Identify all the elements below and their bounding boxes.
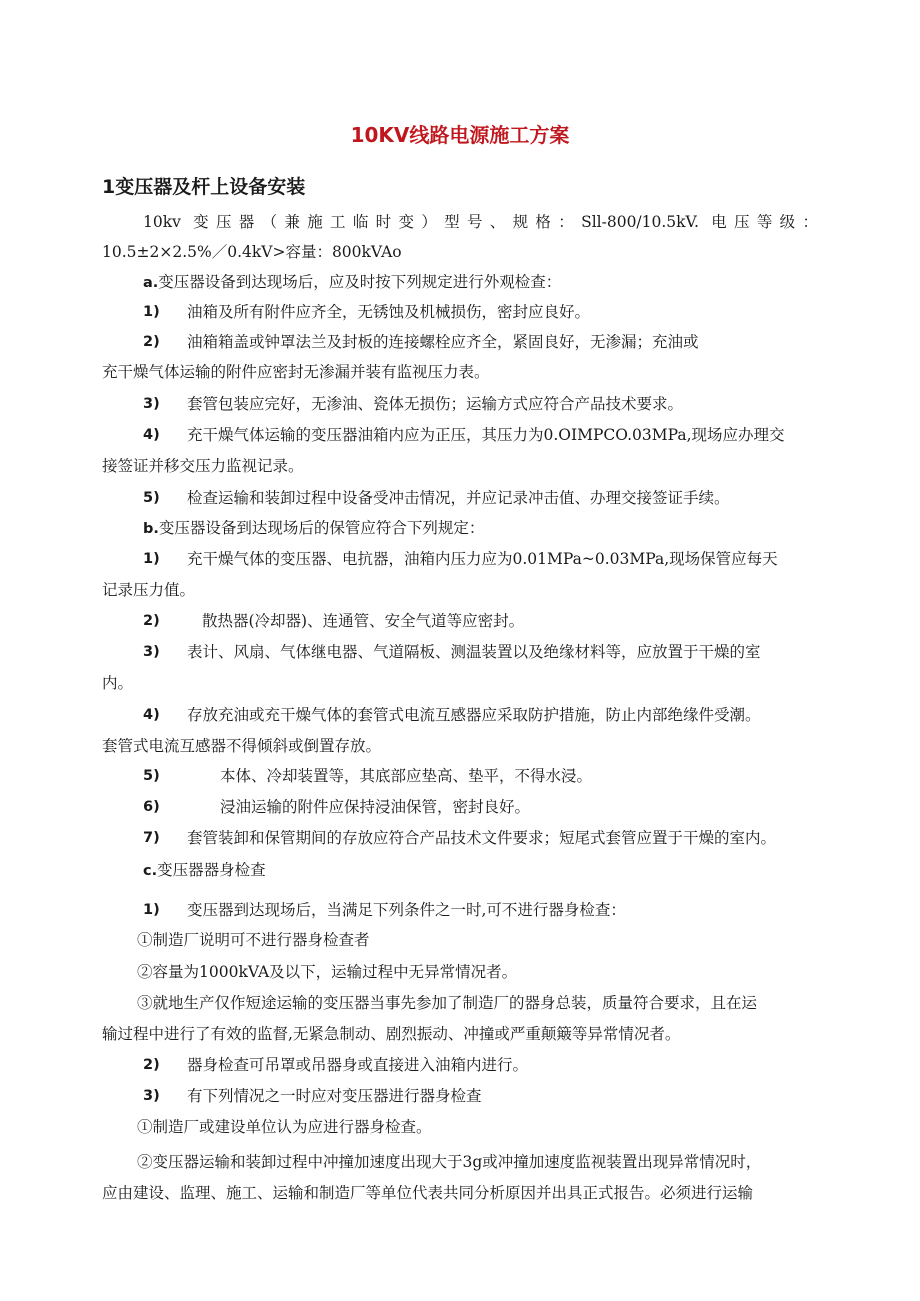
list-item-text: 器身检查可吊罩或吊器身或直接进入油箱内进行。 <box>187 1056 529 1074</box>
list-item-number: 3) <box>143 1088 160 1104</box>
list-item-text: 浸油运输的附件应保持浸油保管，密封良好。 <box>220 798 531 816</box>
section-a-label: a. <box>143 275 159 291</box>
list-item-number: 5) <box>143 490 160 506</box>
list-item-text: 变压器到达现场后，当满足下列条件之一时,可不进行器身检查： <box>187 901 626 919</box>
list-item-text: 本体、冷却装置等，其底部应垫高、垫平，不得水浸。 <box>220 767 593 785</box>
section-b-text: 变压器设备到达现场后的保管应符合下列规定： <box>158 519 485 537</box>
section-c-label: c. <box>143 863 158 879</box>
list-item-continuation: 内。 <box>102 674 134 692</box>
section-b-label: b. <box>143 521 159 537</box>
list-item-number: 1) <box>143 304 160 320</box>
section-heading: 1变压器及杆上设备安装 <box>102 176 306 198</box>
list-item-number: 2) <box>143 334 160 350</box>
list-item-continuation: 充干燥气体运输的附件应密封无渗漏并装有监视压力表。 <box>102 363 490 381</box>
section-c-text: 变压器器身检查 <box>157 861 266 879</box>
list-item-text: 存放充油或充干燥气体的套管式电流互感器应采取防护措施，防止内部绝缘件受潮。 <box>187 706 761 724</box>
list-item-number: 1) <box>143 551 160 567</box>
reason-item: ①制造厂或建设单位认为应进行器身检查。 <box>137 1118 432 1136</box>
document-title: 10KV线路电源施工方案 <box>350 123 570 147</box>
section-a-intro <box>143 272 561 293</box>
list-item-number: 3) <box>143 396 160 412</box>
list-item-text: 有下列情况之一时应对变压器进行器身检查 <box>187 1087 482 1105</box>
list-item-text: 油箱箱盖或钟罩法兰及封板的连接螺栓应齐全，紧固良好，无渗漏；充油或 <box>187 333 699 351</box>
section-c-intro <box>143 860 266 881</box>
intro-line-2: 10.5±2×2.5%／0.4kV>容量：800kVAo <box>102 243 402 261</box>
list-item-continuation: 记录压力值。 <box>102 581 196 599</box>
list-item-text: 套管装卸和保管期间的存放应符合产品技术文件要求；短尾式套管应置于干燥的室内。 <box>187 829 777 847</box>
list-item-text: 散热器(冷却器)、连通管、安全气道等应密封。 <box>202 612 525 630</box>
section-a-text: 变压器设备到达现场后，应及时按下列规定进行外观检查： <box>158 273 562 291</box>
list-item-continuation: 接签证并移交压力监视记录。 <box>102 457 304 475</box>
list-item-number: 3) <box>143 644 160 660</box>
list-item-number: 1) <box>143 902 160 918</box>
condition-item: ①制造厂说明可不进行器身检查者 <box>137 931 370 949</box>
list-item-number: 5) <box>143 768 160 784</box>
list-item-text: 检查运输和装卸过程中设备受冲击情况，并应记录冲击值、办理交接签证手续。 <box>187 489 730 507</box>
list-item-text: 套管包装应完好，无渗油、瓷体无损伤；运输方式应符合产品技术要求。 <box>187 395 684 413</box>
list-item-text: 充干燥气体的变压器、电抗器，油箱内压力应为0.01MPa~0.03MPa,现场保管应每天 <box>187 550 778 568</box>
section-b-intro <box>143 518 484 539</box>
list-item-number: 2) <box>143 1057 160 1073</box>
intro-line-1: 10kv 变压器（兼施工临时变）型号、规格：Sll-800/10.5kV. 电压等级： <box>143 213 818 231</box>
list-item-number: 7) <box>143 830 160 846</box>
reason-continuation: 应由建设、监理、施工、运输和制造厂等单位代表共同分析原因并出具正式报告。必须进行运输 <box>102 1184 754 1202</box>
condition-continuation: 输过程中进行了有效的监督,无紧急制动、剧烈振动、冲撞或严重颠簸等异常情况者。 <box>102 1025 681 1043</box>
list-item-continuation: 套管式电流互感器不得倾斜或倒置存放。 <box>102 737 382 755</box>
list-item-text: 充干燥气体运输的变压器油箱内应为正压，其压力为0.OIMPCO.03MPa,现场应办理交 <box>187 426 785 444</box>
reason-item: ②变压器运输和装卸过程中冲撞加速度出现大于3g或冲撞加速度监视装置出现异常情况时， <box>137 1153 762 1171</box>
list-item-text: 油箱及所有附件应齐全，无锈蚀及机械损伤，密封应良好。 <box>187 303 591 321</box>
condition-item: ②容量为1000kVA及以下，运输过程中无异常情况者。 <box>137 963 518 981</box>
list-item-number: 2) <box>143 613 160 629</box>
list-item-number: 4) <box>143 707 160 723</box>
condition-item: ③就地生产仅作短途运输的变压器当事先参加了制造厂的器身总装，质量符合要求，且在运 <box>137 994 758 1012</box>
list-item-text: 表计、风扇、气体继电器、气道隔板、测温装置以及绝缘材料等，应放置于干燥的室 <box>187 643 761 661</box>
list-item-number: 4) <box>143 427 160 443</box>
list-item-number: 6) <box>143 799 160 815</box>
